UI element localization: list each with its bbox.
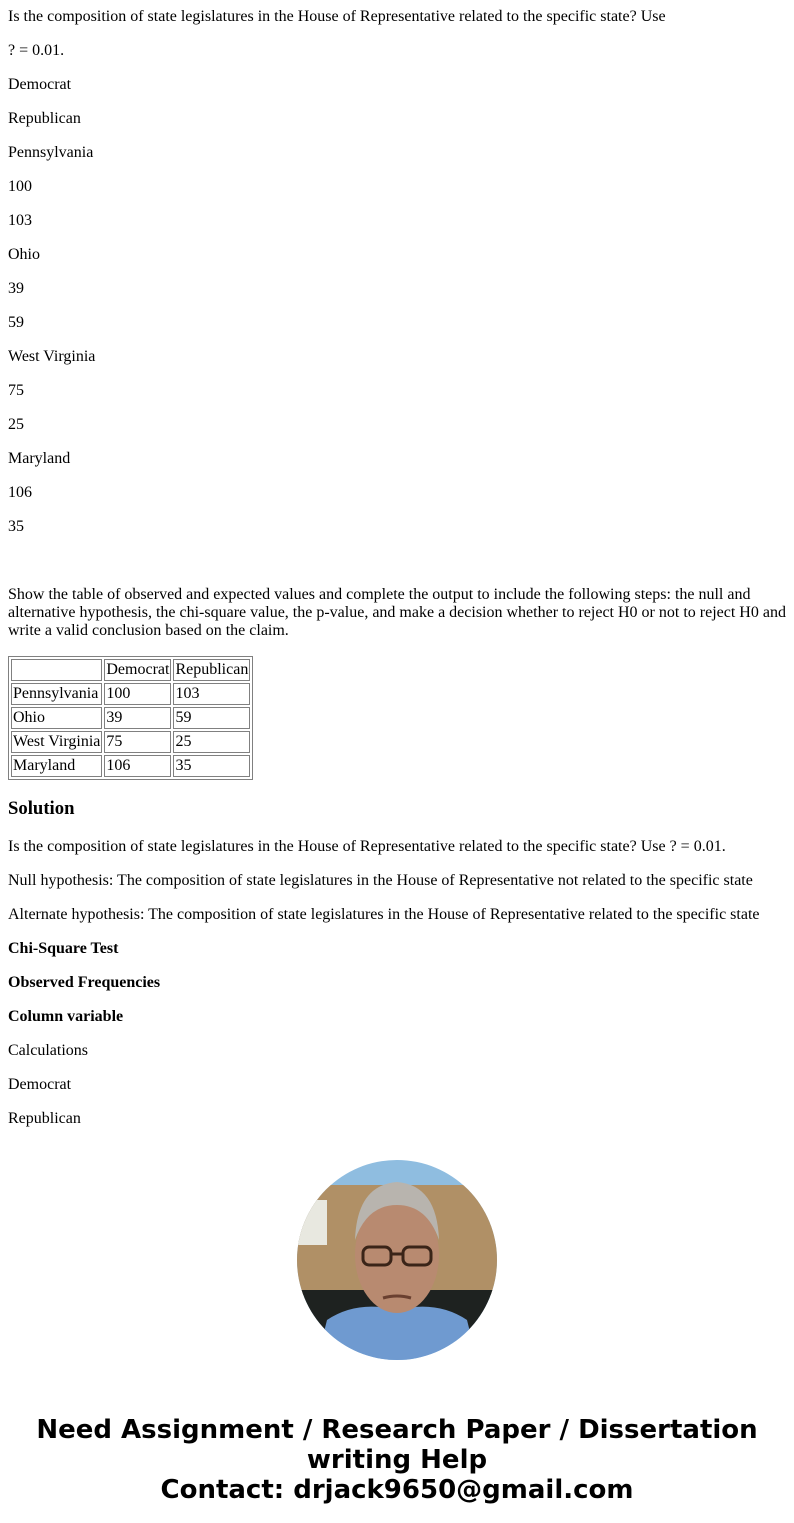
table-row (11, 755, 250, 777)
data-item: 35 (8, 518, 24, 535)
data-item: 103 (8, 212, 32, 229)
data-item: Pennsylvania (8, 144, 94, 161)
data-item: Democrat (8, 76, 72, 93)
question-text: Is the composition of state legislatures in the House of Representative related to the specific state? Use (8, 8, 666, 25)
table-header-cell (11, 659, 102, 681)
solution-heading: Solution (8, 798, 75, 819)
data-item: 59 (8, 314, 24, 331)
promo-footer (8, 1415, 786, 1505)
data-item: 75 (8, 382, 24, 399)
column-republican: Republican (8, 1110, 81, 1127)
test-name: Chi-Square Test (8, 940, 119, 957)
table-row (11, 731, 250, 753)
alpha-text: ? = 0.01. (8, 42, 65, 59)
data-item: 106 (8, 484, 32, 501)
data-item: Republican (8, 110, 81, 127)
table-header-cell: Democrat (104, 659, 171, 681)
table-header-cell: Republican (173, 659, 250, 681)
table-header-row (11, 659, 250, 681)
observed-table (8, 656, 253, 780)
table-cell: 25 (173, 731, 250, 753)
table-cell: 100 (104, 683, 171, 705)
null-hypothesis: Null hypothesis: The composition of state legislatures in the House of Representative not related to the specific state (8, 872, 753, 889)
document (8, 8, 786, 1505)
table-cell: Maryland (11, 755, 102, 777)
table-cell: West Virginia (11, 731, 102, 753)
table-cell: Pennsylvania (11, 683, 102, 705)
table-row (11, 707, 250, 729)
author-photo (297, 1160, 497, 1360)
column-democrat: Democrat (8, 1076, 72, 1093)
table-cell: 103 (173, 683, 250, 705)
data-item: Maryland (8, 450, 71, 467)
table-cell: Ohio (11, 707, 102, 729)
observed-label: Observed Frequencies (8, 974, 161, 991)
table-row (11, 683, 250, 705)
flat-data-list (8, 76, 786, 536)
data-item: 25 (8, 416, 24, 433)
data-item: West Virginia (8, 348, 96, 365)
instructions-text: Show the table of observed and expected values and complete the output to include the following steps: the null and alternative hypothesis, the chi-square value, the p-value, and make a decision whether to reject H0 or not to reject H0 and write a valid conclusion based on the claim. (8, 586, 786, 639)
restated-question: Is the composition of state legislatures in the House of Representative related to the specific state? Use ? = 0.01. (8, 838, 726, 855)
table-cell: 75 (104, 731, 171, 753)
table-cell: 106 (104, 755, 171, 777)
data-item: 39 (8, 280, 24, 297)
table-cell: 39 (104, 707, 171, 729)
data-item: 100 (8, 178, 32, 195)
data-item: Ohio (8, 246, 40, 263)
calculations-label: Calculations (8, 1042, 88, 1059)
table-cell: 35 (173, 755, 250, 777)
contact-line: Contact: drjack9650@gmail.com (160, 1475, 634, 1505)
promo-line: Need Assignment / Research Paper / Dissertation writing Help (36, 1415, 758, 1475)
column-variable-label: Column variable (8, 1008, 124, 1025)
table-cell: 59 (173, 707, 250, 729)
alternate-hypothesis: Alternate hypothesis: The composition of state legislatures in the House of Representative related to the specific state (8, 906, 760, 923)
